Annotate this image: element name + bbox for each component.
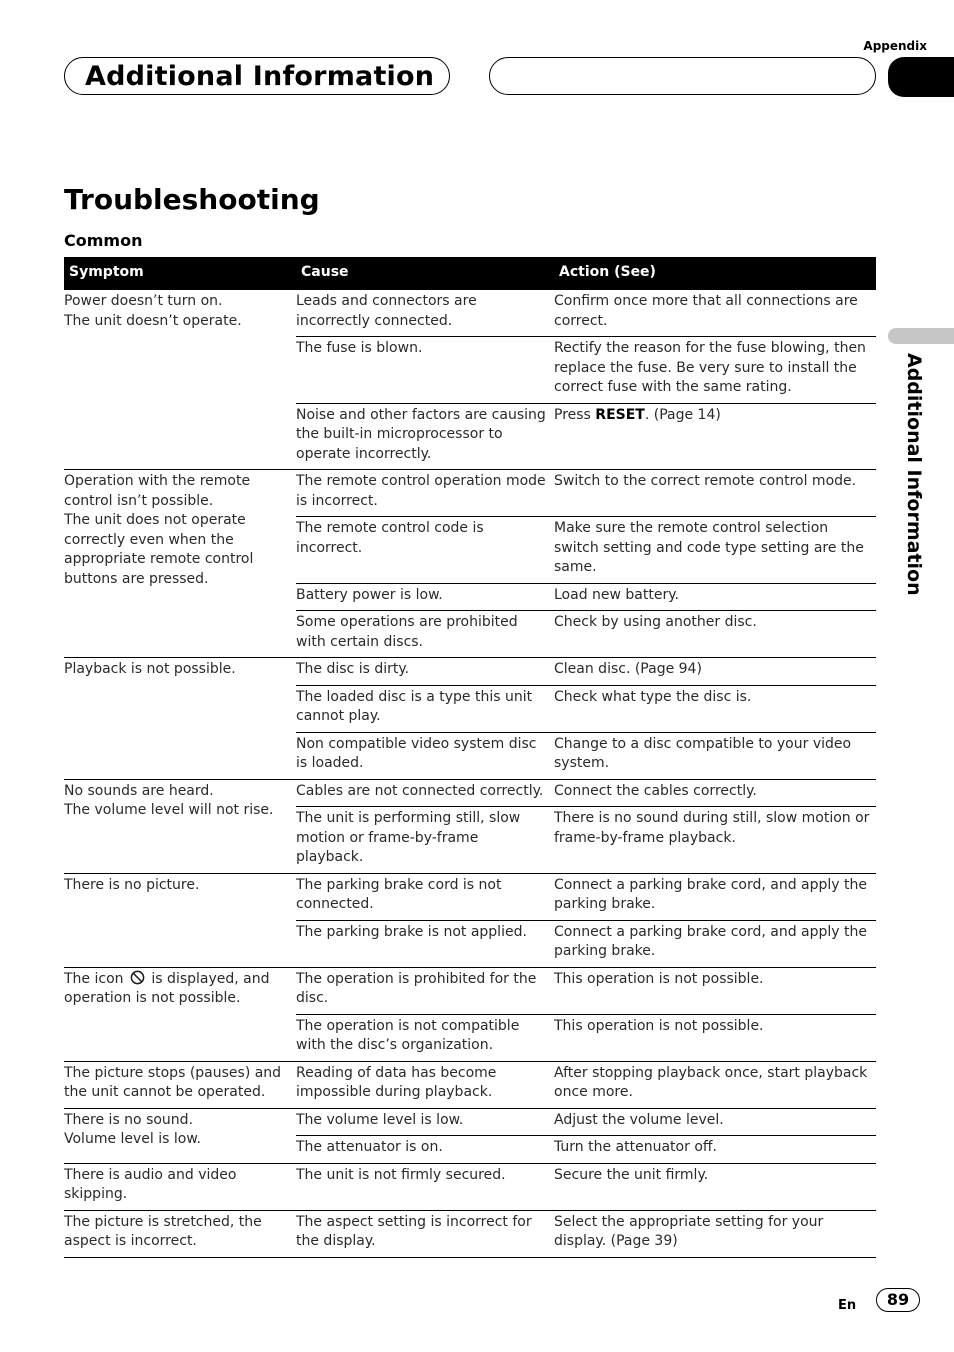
cause-cell: The fuse is blown. (296, 337, 554, 404)
symptom-text: No sounds are heard. (64, 782, 214, 799)
action-cell: Switch to the correct remote control mode. (554, 470, 876, 517)
table-row (64, 1108, 876, 1136)
action-cell (554, 403, 876, 470)
empty-header-banner (489, 57, 876, 95)
action-text: Press (554, 406, 596, 423)
table-row (64, 658, 876, 686)
action-cell: Connect a parking brake cord, and apply the parking brake. (554, 873, 876, 920)
side-index-tab (888, 328, 954, 344)
table-row (64, 470, 876, 517)
cause-cell: The remote control operation mode is incorrect. (296, 470, 554, 517)
symptom-cell (64, 1108, 296, 1163)
symptom-cell (64, 658, 296, 780)
action-cell: Rectify the reason for the fuse blowing, then replace the fuse. Be very sure to install the correct fuse with the same rating. (554, 337, 876, 404)
action-cell: Connect a parking brake cord, and apply the parking brake. (554, 920, 876, 967)
action-cell: Clean disc. (Page 94) (554, 658, 876, 686)
action-cell: Make sure the remote control selection switch setting and code type setting are the same. (554, 517, 876, 584)
troubleshooting-table (64, 257, 876, 1258)
action-cell: After stopping playback once, start playback once more. (554, 1061, 876, 1108)
cause-cell: Battery power is low. (296, 583, 554, 611)
action-cell: Connect the cables correctly. (554, 779, 876, 807)
cause-cell: Reading of data has become impossible during playback. (296, 1061, 554, 1108)
symptom-text: Operation with the remote control isn’t possible. (64, 473, 251, 509)
symptom-cell (64, 290, 296, 470)
action-cell: This operation is not possible. (554, 967, 876, 1014)
cause-cell: Cables are not connected correctly. (296, 779, 554, 807)
action-cell: Confirm once more that all connections are correct. (554, 290, 876, 337)
page-number: 89 (876, 1288, 920, 1312)
column-header-cause: Cause (296, 257, 554, 290)
action-cell: Adjust the volume level. (554, 1108, 876, 1136)
table-row (64, 1210, 876, 1257)
symptom-text: Volume level is low. (64, 1131, 201, 1147)
cause-cell: The unit is not firmly secured. (296, 1163, 554, 1210)
appendix-label: Appendix (863, 39, 927, 53)
symptom-text: The volume level will not rise. (64, 802, 274, 818)
cause-cell: Non compatible video system disc is loaded. (296, 732, 554, 779)
action-cell: Check by using another disc. (554, 611, 876, 658)
action-cell: Select the appropriate setting for your display. (Page 39) (554, 1210, 876, 1257)
action-cell: Secure the unit firmly. (554, 1163, 876, 1210)
table-row (64, 967, 876, 1014)
table-row (64, 873, 876, 920)
table-header-row (64, 257, 876, 290)
table-row (64, 779, 876, 807)
action-text: . (Page 14) (644, 406, 721, 423)
table-body (64, 290, 876, 1258)
page-title: Troubleshooting (64, 183, 320, 216)
table-row (64, 1061, 876, 1108)
cause-cell: Noise and other factors are causing the built-in microprocessor to operate incorrectly. (296, 403, 554, 470)
symptom-text: The picture stops (pauses) and the unit cannot be operated. (64, 1064, 282, 1100)
subheading: Common (64, 231, 143, 250)
symptom-cell (64, 967, 296, 1061)
symptom-cell (64, 1061, 296, 1108)
action-cell: Load new battery. (554, 583, 876, 611)
symptom-cell (64, 470, 296, 658)
symptom-cell (64, 779, 296, 873)
symptom-text: The unit doesn’t operate. (64, 312, 242, 329)
section-title-banner (64, 57, 450, 95)
cause-cell: The disc is dirty. (296, 658, 554, 686)
cause-cell: The unit is performing still, slow motion or frame-by-frame playback. (296, 807, 554, 874)
cause-cell: The remote control code is incorrect. (296, 517, 554, 584)
cause-cell: The operation is prohibited for the disc. (296, 967, 554, 1014)
language-label: En (838, 1298, 857, 1313)
chapter-tab (888, 57, 954, 97)
prohibited-icon (130, 970, 145, 985)
table-row (64, 290, 876, 337)
symptom-cell (64, 1163, 296, 1210)
symptom-text: The icon (64, 970, 128, 987)
cause-cell: The parking brake is not applied. (296, 920, 554, 967)
symptom-text: The picture is stretched, the aspect is incorrect. (64, 1213, 262, 1249)
cause-cell: The aspect setting is incorrect for the display. (296, 1210, 554, 1257)
action-cell: Turn the attenuator off. (554, 1136, 876, 1164)
column-header-action: Action (See) (554, 257, 876, 290)
table-row (64, 1163, 876, 1210)
cause-cell: The volume level is low. (296, 1108, 554, 1136)
action-cell: There is no sound during still, slow motion or frame-by-frame playback. (554, 807, 876, 874)
symptom-text: There is no sound. (64, 1111, 194, 1128)
section-title: Additional Information (85, 61, 435, 92)
symptom-text: There is no picture. (64, 876, 200, 893)
cause-cell: The attenuator is on. (296, 1136, 554, 1164)
symptom-text: is displayed, and operation is not possible. (64, 970, 270, 1006)
cause-cell: The operation is not compatible with the disc’s organization. (296, 1014, 554, 1061)
cause-cell: The loaded disc is a type this unit cannot play. (296, 685, 554, 732)
column-header-symptom: Symptom (64, 257, 296, 290)
symptom-text: There is audio and video skipping. (64, 1166, 237, 1202)
action-cell: This operation is not possible. (554, 1014, 876, 1061)
symptom-text: Playback is not possible. (64, 661, 236, 677)
cause-cell: The parking brake cord is not connected. (296, 873, 554, 920)
symptom-text: The unit does not operate correctly even when the appropriate remote control buttons are pressed. (64, 512, 254, 587)
action-cell: Check what type the disc is. (554, 685, 876, 732)
symptom-cell (64, 1210, 296, 1257)
cause-cell: Leads and connectors are incorrectly connected. (296, 290, 554, 337)
action-cell: Change to a disc compatible to your video system. (554, 732, 876, 779)
reset-keyword: RESET (595, 406, 645, 423)
symptom-cell (64, 873, 296, 967)
side-section-label: Additional Information (903, 353, 925, 596)
symptom-text: Power doesn’t turn on. (64, 293, 223, 309)
cause-cell: Some operations are prohibited with certain discs. (296, 611, 554, 658)
